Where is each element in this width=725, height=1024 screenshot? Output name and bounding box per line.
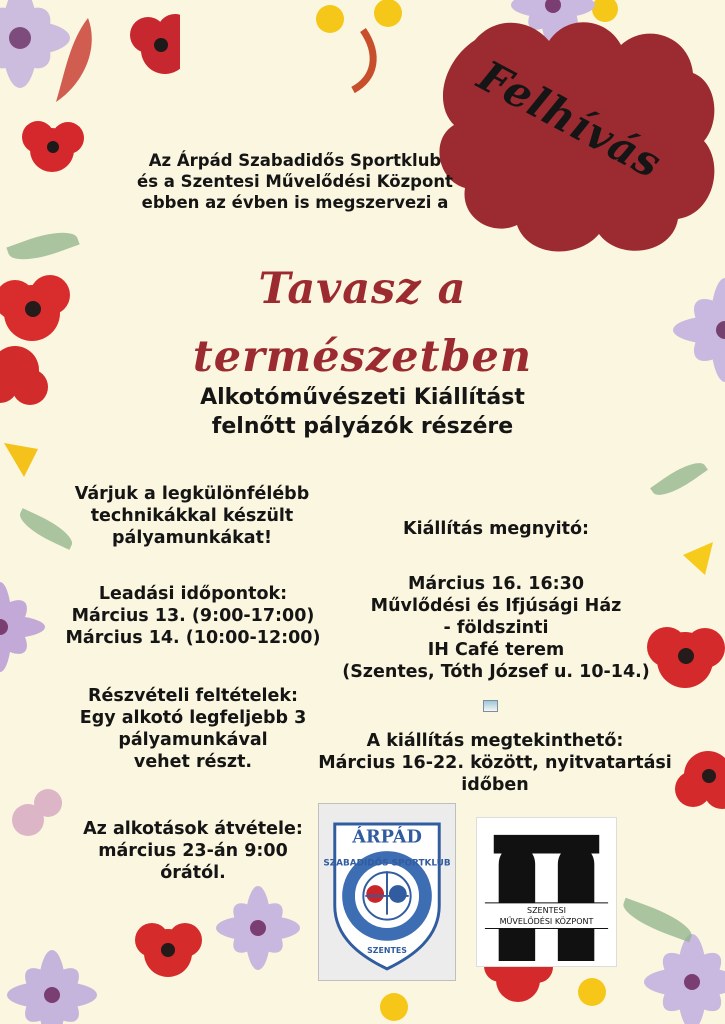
intro-line: és a Szentesi Művelődési Központ [137,172,453,191]
subtitle-line: felnőtt pályázók részére [211,414,514,439]
small-image-icon [483,700,498,712]
flower-left-side-icon [0,255,95,875]
visit-line: Március 16-22. között, nyitvatartási [318,753,672,773]
opening-line: IH Café terem [427,640,565,660]
opening-line: (Szentes, Tóth József u. 10-14.) [342,662,650,682]
intro-line: Az Árpád Szabadidős Sportklub [148,151,442,170]
welcome-line: Várjuk a legkülönfélébb [74,484,310,504]
sportklub-logo-bottom: SZENTES [367,946,407,956]
sportklub-logo-top: ÁRPÁD [352,826,422,848]
conditions-text [58,685,328,773]
muvelodesi-logo-line: SZENTESI [527,906,566,915]
opening-line: Március 16. 16:30 [408,574,584,594]
conditions-line: vehet részt. [133,752,253,772]
intro-text [120,150,470,213]
felhivas-title: Felhívás [470,50,670,189]
opening-line: - földszinti [443,618,549,638]
main-title-line: természetben [192,332,533,382]
opening-text [321,573,671,683]
pickup-line: órától. [160,863,226,883]
deadline-text [54,583,332,649]
opening-label: Kiállítás megnyitó: [403,519,589,539]
opening-line: Művlődési és Ifjúsági Ház [370,596,622,616]
deadline-line: Március 14. (10:00-12:00) [65,628,321,648]
muvelodesi-logo-text [482,905,611,927]
welcome-line: technikákkal készült [90,506,294,526]
subtitle-line: Alkotóművészeti Kiállítást [200,385,525,410]
conditions-line: pályamunkával [118,730,268,750]
arpad-sportklub-logo [318,803,456,981]
visit-line: A kiállítás megtekinthető: [366,731,624,751]
muvelodesi-logo-line: MŰVELŐDÉSI KÖZPONT [499,917,594,926]
deadline-line: Leadási időpontok: [98,584,288,604]
conditions-line: Részvételi feltételek: [88,686,298,706]
conditions-line: Egy alkotó legfeljebb 3 [79,708,307,728]
visit-line: időben [461,775,529,795]
sportklub-logo-ring: SZABADIDŐS SPORTKLUB [323,858,451,869]
szentesi-muvelodesi-logo [476,817,617,967]
pickup-line: március 23-án 9:00 [98,841,288,861]
pickup-text [68,818,318,884]
main-title-line: Tavasz a [258,264,467,314]
deadline-line: Március 13. (9:00-17:00) [71,606,315,626]
visit-text [305,730,685,796]
pickup-line: Az alkotások átvétele: [83,819,303,839]
welcome-line: pályamunkákat! [112,528,272,548]
welcome-text [61,483,323,549]
intro-line: ebben az évben is megszervezi a [141,193,449,212]
main-title [140,255,585,391]
subtitle [140,383,585,441]
